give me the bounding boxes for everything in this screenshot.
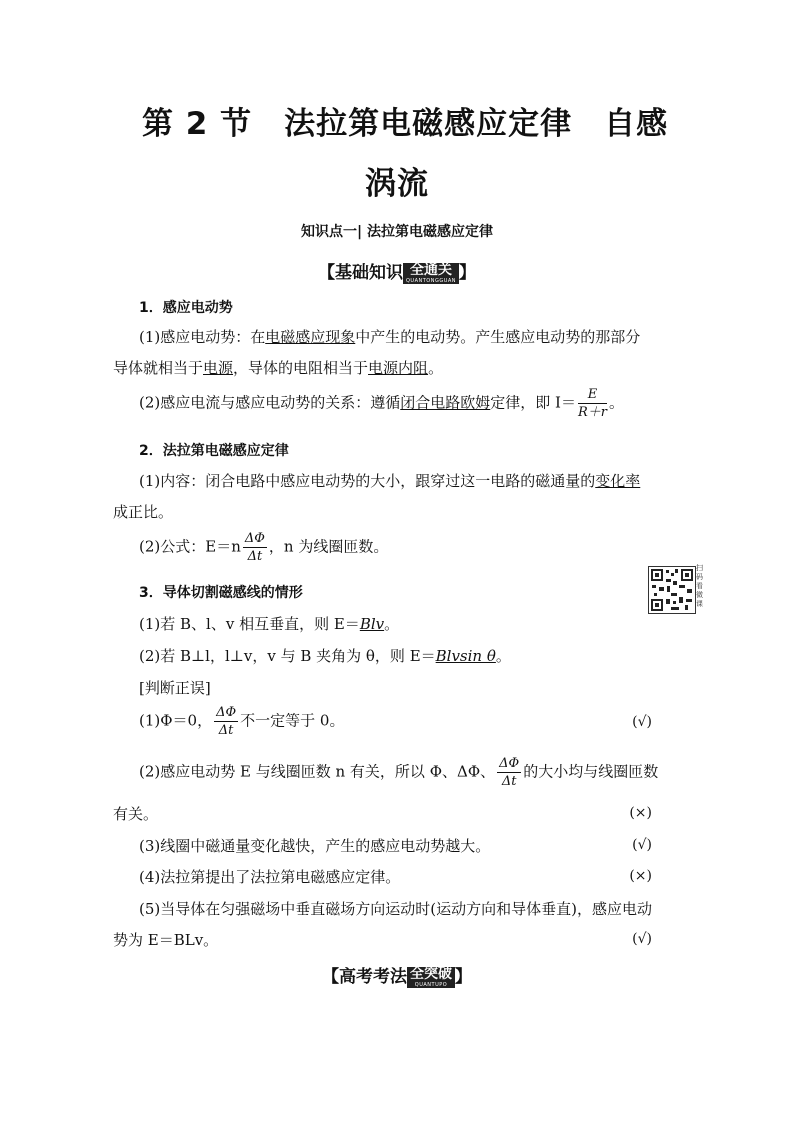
judge-heading: [判断正误]: [139, 679, 211, 697]
p2-line2: 成正比。: [113, 503, 174, 521]
banner-text: 【基础知识: [317, 263, 403, 283]
section-header: 知识点一| 法拉第电磁感应定律: [301, 224, 493, 240]
fraction: $\frac{E}{R+r}$: [577, 387, 607, 420]
judge-item-4: (4)法拉第提出了法拉第电磁感应定律。: [139, 868, 401, 886]
qr-code[interactable]: [648, 566, 696, 614]
judge-mark-5: (√): [632, 931, 652, 947]
p2-line1: (1)内容：闭合电路中感应电动势的大小，跟穿过这一电路的磁通量的变化率: [139, 472, 641, 490]
page-title: 第 2 节 法拉第电磁感应定律 自感: [142, 106, 669, 142]
banner-text: 【高考考法: [322, 967, 407, 987]
p3-line2: (2)若 B⊥l，l⊥v，v 与 B 夹角为 θ，则 E＝Blvsin θ。: [139, 647, 511, 665]
fraction: $\frac{\Delta\Phi}{\Delta t}$: [244, 531, 265, 564]
judge-item-3: (3)线圈中磁通量变化越快，产生的感应电动势越大。: [139, 837, 491, 855]
fraction: $\frac{\Delta\Phi}{\Delta t}$: [499, 756, 520, 789]
judge-item-1: (1)Φ＝0， $\frac{\Delta\Phi}{\Delta t}$ 不一定等于 0。: [139, 705, 345, 738]
heading-2: 2．法拉第电磁感应定律: [139, 443, 289, 459]
p1-line1: (1)感应电动势：在电磁感应现象中产生的电动势。产生感应电动势的那部分: [139, 328, 641, 346]
heading-1: 1．感应电动势: [139, 300, 233, 316]
p1-line2: 导体就相当于电源，导体的电阻相当于电源内阻。: [113, 359, 444, 377]
judge-mark-3: (√): [632, 837, 652, 853]
banner-exam-methods: 【高考考法 全突破 QUANTUPO 】: [322, 965, 472, 988]
banner-badge: 全通关 QUANTONGGUAN: [403, 263, 459, 284]
p1-line3: (2)感应电流与感应电动势的关系：遵循闭合电路欧姆定律，即 I＝ $\frac{E}{R+r}$ 。: [139, 387, 624, 420]
p3-line1: (1)若 B、l、v 相互垂直，则 E＝Blv。: [139, 615, 400, 633]
judge-mark-1: (√): [632, 714, 652, 730]
heading-3: 3．导体切割磁感线的情形: [139, 585, 303, 601]
judge-item-5: (5)当导体在匀强磁场中垂直磁场方向运动时(运动方向和导体垂直)，感应电动: [139, 900, 652, 918]
qr-label: 扫码看微课: [696, 564, 703, 608]
judge-mark-4: (×): [629, 868, 652, 884]
p2-line3: (2)公式：E＝n $\frac{\Delta\Phi}{\Delta t}$ ，n 为线圈匝数。: [139, 531, 389, 564]
page-title-line2: 涡流: [365, 166, 429, 202]
judge-item-2-cont: 有关。: [113, 805, 159, 823]
fraction: $\frac{\Delta\Phi}{\Delta t}$: [216, 705, 237, 738]
banner-badge: 全突破 QUANTUPO: [407, 967, 455, 988]
judge-mark-2: (×): [629, 805, 652, 821]
judge-item-5-cont: 势为 E＝BLv。: [113, 931, 219, 949]
banner-basic-knowledge: 【基础知识 全通关 QUANTONGGUAN 】: [317, 261, 477, 284]
judge-item-2: (2)感应电动势 E 与线圈匝数 n 有关，所以 Φ、ΔΦ、 $\frac{\Delta\Phi}{\Delta t}$ 的大小均与线圈匝数: [139, 756, 659, 789]
